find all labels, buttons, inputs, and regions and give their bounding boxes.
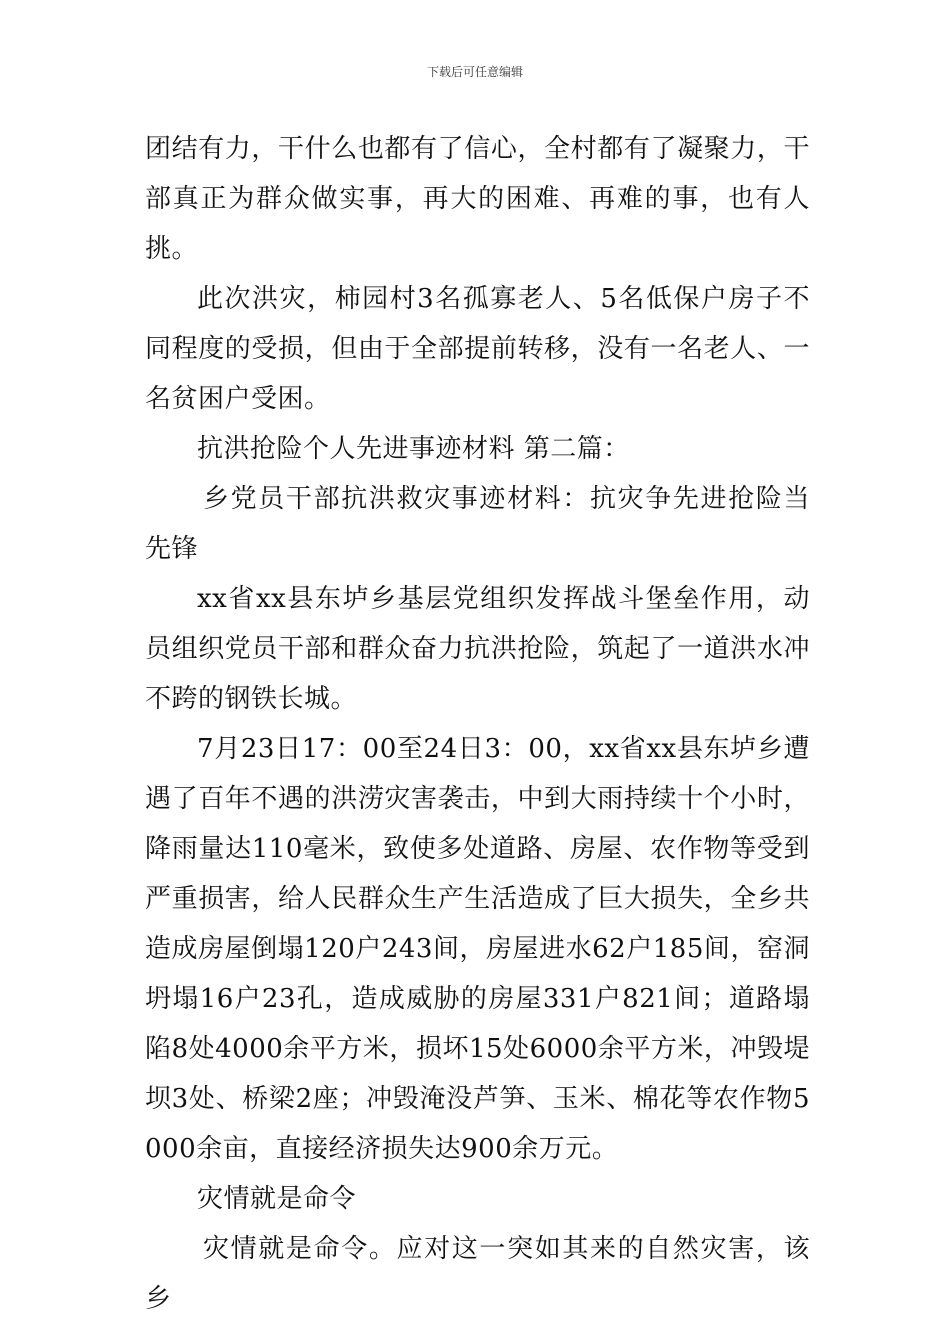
page-header: 下载后可任意编辑: [426, 65, 523, 79]
paragraph-intro: xx省xx县东垆乡基层党组织发挥战斗堡垒作用，动员组织党员干部和群众奋力抗洪抢险，筑起了一道洪水冲不跨的钢铁长城。: [145, 584, 810, 714]
document-body: [145, 124, 810, 1324]
paragraph-flood-impact: 此次洪灾，柿园村3名孤寡老人、5名低保户房子不同程度的受损，但由于全部提前转移，没有一名老人、一名贫困户受困。: [145, 284, 810, 414]
paragraph-response: 灾情就是命令。应对这一突如其来的自然灾害，该乡: [145, 1234, 810, 1314]
article-title: 乡党员干部抗洪救灾事迹材料：抗灾争先进抢险当先锋: [145, 484, 810, 564]
section-heading-second-article: 抗洪抢险个人先进事迹材料 第二篇：: [197, 434, 630, 464]
subheading-disaster-is-order: 灾情就是命令: [197, 1184, 357, 1214]
paragraph-disaster-details: 7月23日17：00至24日3：00，xx省xx县东垆乡遭遇了百年不遇的洪涝灾害袭击，中到大雨持续十个小时，降雨量达110毫米，致使多处道路、房屋、农作物等受到严重损害，给人民群众生产生活造成了巨大损失，全乡共造成房屋倒塌120户243间，房屋进水62户185间，窑洞坍塌16户23孔，造成威胁的房屋331户821间；道路塌陷8处4000余平方米，损坏15处6000余平方米，冲毁堤坝3处、桥梁2座；冲毁淹没芦笋、玉米、棉花等农作物5000余亩，直接经济损失达900余万元。: [145, 734, 810, 1164]
paragraph-continuation: 团结有力，干什么也都有了信心，全村都有了凝聚力，干部真正为群众做实事，再大的困难、再难的事，也有人挑。: [145, 134, 810, 264]
